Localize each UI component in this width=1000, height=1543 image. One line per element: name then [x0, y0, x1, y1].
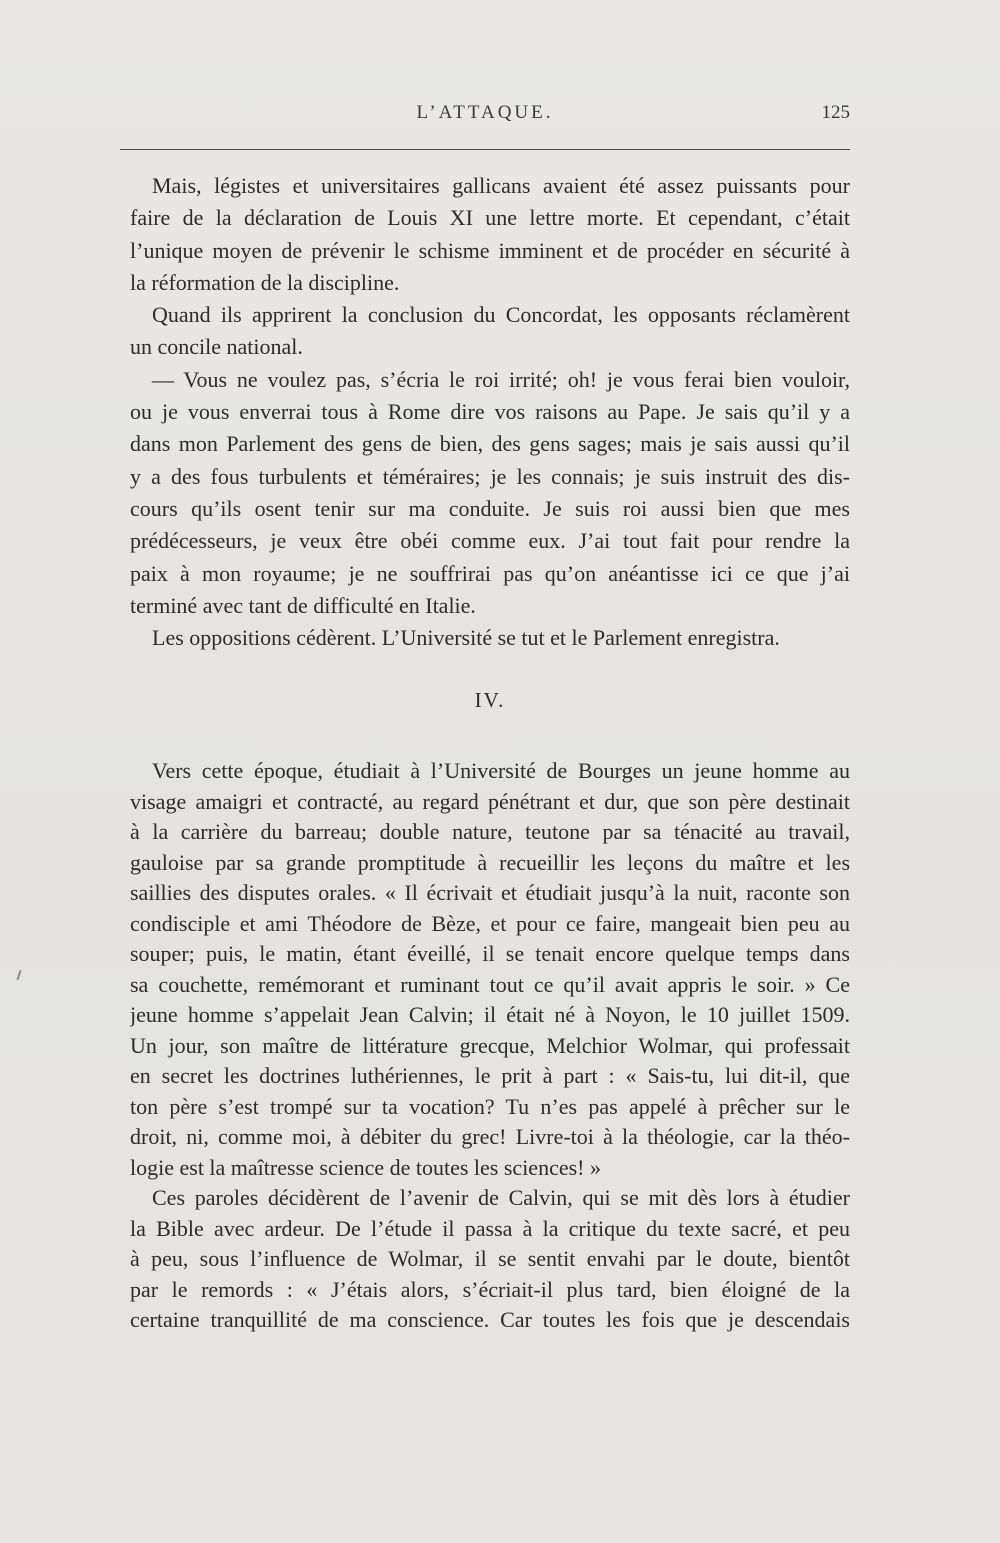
text-line: condisciple et ami Théodore de Bèze, et pour ce faire, mangeait bien peu au — [130, 910, 850, 936]
text-line: Ces paroles décidèrent de l’avenir de Calvin, qui se mit dès lors à étudier — [152, 1185, 850, 1210]
text-line: dans mon Parlement des gens de bien, des gens sages; mais je sais aussi qu’il — [130, 431, 850, 457]
text-block-section-iv — [130, 756, 850, 1336]
text-line: souper; puis, le matin, étant éveillé, il se tenait encore quelque temps dans — [130, 941, 850, 966]
text-line: terminé avec tant de difficulté en Italie. — [130, 592, 476, 618]
text-line: un concile national. — [130, 334, 303, 360]
section-heading: IV. — [474, 688, 506, 712]
text-line: paix à mon royaume; je ne souffrirai pas qu’on anéantisse ici ce que j’ai — [130, 560, 850, 586]
running-title: L’ATTAQUE. — [416, 102, 554, 123]
page-number: 125 — [821, 102, 850, 123]
paragraph — [130, 756, 850, 1183]
text-line: visage amaigri et contracté, au regard pénétrant et dur, que son père destinait — [130, 788, 850, 814]
text-line: faire de la déclaration de Louis XI une lettre morte. Et cependant, c’était — [130, 205, 850, 231]
text-line: certaine tranquillité de ma conscience. Car toutes les fois que je descendais — [130, 1307, 850, 1332]
text-block-before-section — [130, 170, 850, 654]
running-head — [120, 100, 850, 132]
paragraph — [130, 622, 850, 654]
header-rule — [120, 149, 850, 150]
stray-ink-mark — [17, 970, 22, 980]
text-line: prédécesseurs, je veux être obéi comme eux. J’ai tout fait pour rendre la — [130, 528, 850, 554]
text-line: la Bible avec ardeur. De l’étude il passa à la critique du texte sacré, et peu — [130, 1215, 850, 1241]
text-line: Un jour, son maître de littérature grecque, Melchior Wolmar, qui professait — [130, 1032, 850, 1058]
text-line: Les oppositions cédèrent. L’Université se tut et le Parlement enregistra. — [152, 625, 780, 651]
text-line: Quand ils apprirent la conclusion du Concordat, les opposants réclamèrent — [152, 302, 850, 328]
text-line: saillies des disputes orales. « Il écrivait et étudiait jusqu’à la nuit, raconte son — [130, 880, 850, 905]
text-line: logie est la maîtresse science de toutes les sciences! » — [130, 1154, 601, 1180]
text-line: Vers cette époque, étudiait à l’Université de Bourges un jeune homme au — [152, 758, 850, 783]
text-line: sa couchette, remémorant et ruminant tout ce qu’il avait appris le soir. » Ce — [130, 971, 850, 997]
text-line: — Vous ne voulez pas, s’écria le roi irrité; oh! je vous ferai bien vouloir, — [152, 366, 850, 392]
text-line: par le remords : « J’étais alors, s’écriait-il plus tard, bien éloigné de la — [130, 1276, 850, 1302]
paragraph — [130, 170, 850, 299]
paragraph — [130, 299, 850, 364]
text-line: l’unique moyen de prévenir le schisme imminent et de procéder en sécurité à — [130, 237, 850, 263]
text-line: Mais, légistes et universitaires gallicans avaient été assez puissants pour — [152, 173, 850, 198]
paragraph — [130, 1183, 850, 1336]
text-line: gauloise par sa grande promptitude à recueillir les leçons du maître et les — [130, 849, 850, 875]
paragraph — [130, 364, 850, 622]
text-line: y a des fous turbulents et téméraires; je les connais; je suis instruit des dis- — [130, 463, 850, 489]
text-line: ou je vous enverrai tous à Rome dire vos raisons au Pape. Je sais qu’il y a — [130, 399, 850, 425]
text-line: droit, ni, comme moi, à débiter du grec! Livre-toi à la théologie, car la théo- — [130, 1124, 850, 1149]
text-line: à la carrière du barreau; double nature, teutone par sa ténacité au travail, — [130, 819, 850, 844]
text-line: en secret les doctrines luthériennes, le prit à part : « Sais-tu, lui dit-il, que — [130, 1063, 850, 1088]
text-line: ton père s’est trompé sur ta vocation? Tu n’es pas appelé à prêcher sur le — [130, 1093, 850, 1119]
text-line: à peu, sous l’influence de Wolmar, il se sentit envahi par le doute, bientôt — [130, 1246, 850, 1271]
text-line: la réformation de la discipline. — [130, 269, 400, 295]
text-line: cours qu’ils osent tenir sur ma conduite. Je suis roi aussi bien que mes — [130, 495, 850, 521]
text-line: jeune homme s’appelait Jean Calvin; il était né à Noyon, le 10 juillet 1509. — [130, 1002, 850, 1027]
